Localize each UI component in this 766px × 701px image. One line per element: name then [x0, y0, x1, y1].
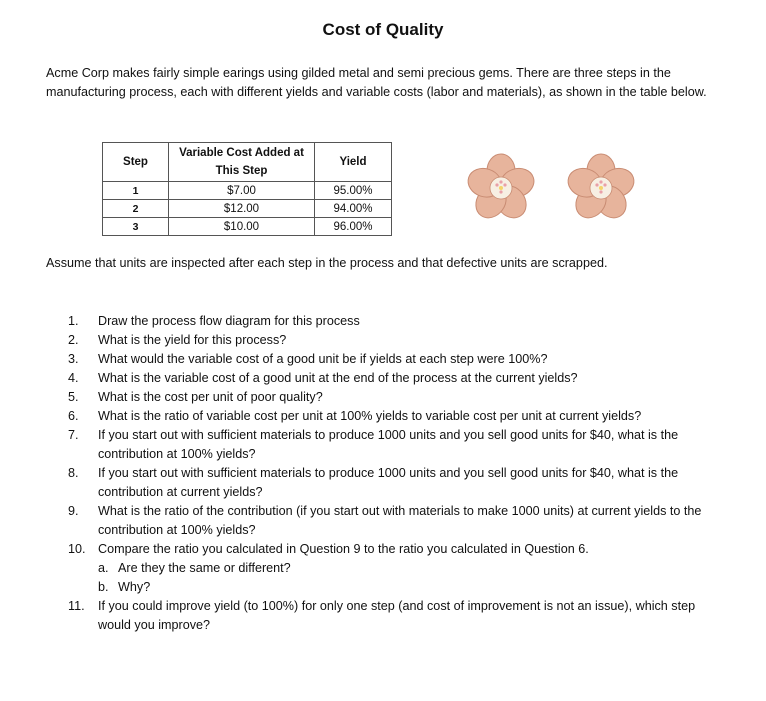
- question-text: What would the variable cost of a good unit be if yields at each step were 100%?: [98, 352, 548, 366]
- list-item: [48, 331, 718, 350]
- question-number: 2.: [68, 333, 79, 347]
- question-text: What is the ratio of variable cost per unit at 100% yields to variable cost per unit at current yields?: [98, 409, 642, 423]
- list-item: [48, 540, 718, 597]
- list-item: [48, 350, 718, 369]
- header-yield: Yield: [315, 143, 392, 182]
- sub-list-item: [98, 578, 718, 597]
- question-text: What is the ratio of the contribution (if you start out with materials to make 1000 units) at current yields to the contribution at 100% yields?: [98, 504, 702, 537]
- table-header-row: [103, 143, 392, 182]
- question-number: 9.: [68, 504, 79, 518]
- sub-list-item: [98, 559, 718, 578]
- cell-step: 2: [103, 200, 169, 218]
- header-step: Step: [103, 143, 169, 182]
- list-item: [48, 388, 718, 407]
- question-number: 8.: [68, 466, 79, 480]
- cell-cost: $7.00: [169, 182, 315, 200]
- assumption-text: Assume that units are inspected after each step in the process and that defective units are scrapped.: [46, 256, 608, 270]
- question-number: 1.: [68, 314, 79, 328]
- question-text: If you start out with sufficient materials to produce 1000 units and you sell good units for $40, what is the contribution at current yields?: [98, 466, 679, 499]
- cell-yield: 95.00%: [315, 182, 392, 200]
- sub-question-letter: b.: [98, 580, 109, 594]
- question-number: 4.: [68, 371, 79, 385]
- list-item: [48, 369, 718, 388]
- cost-table: [102, 142, 392, 236]
- question-list: [48, 312, 718, 635]
- page-title: Cost of Quality: [322, 20, 444, 39]
- question-text: Compare the ratio you calculated in Question 9 to the ratio you calculated in Question 6.: [98, 542, 589, 556]
- earrings-image: [456, 150, 656, 226]
- sub-question-letter: a.: [98, 561, 109, 575]
- question-number: 11.: [68, 599, 85, 613]
- question-text: What is the variable cost of a good unit at the end of the process at the current yields?: [98, 371, 578, 385]
- list-item: [48, 407, 718, 426]
- sub-question-text: Why?: [118, 580, 151, 594]
- question-text: What is the yield for this process?: [98, 333, 287, 347]
- question-number: 6.: [68, 409, 79, 423]
- cell-step: 1: [103, 182, 169, 200]
- cell-step: 3: [103, 218, 169, 236]
- cell-cost: $10.00: [169, 218, 315, 236]
- table-row: [103, 182, 392, 200]
- list-item: [48, 312, 718, 331]
- table-row: [103, 200, 392, 218]
- earring-left: [464, 154, 537, 224]
- question-number: 3.: [68, 352, 79, 366]
- question-number: 10.: [68, 542, 86, 556]
- question-text: If you start out with sufficient materials to produce 1000 units and you sell good units for $40, what is the contribution at 100% yields?: [98, 428, 679, 461]
- sub-question-text: Are they the same or different?: [118, 561, 291, 575]
- list-item: [48, 597, 718, 635]
- earring-right: [564, 154, 637, 224]
- question-number: 7.: [68, 428, 79, 442]
- list-item: [48, 464, 718, 502]
- cell-yield: 94.00%: [315, 200, 392, 218]
- list-item: [48, 426, 718, 464]
- cell-cost: $12.00: [169, 200, 315, 218]
- table-row: [103, 218, 392, 236]
- header-variable-cost: Variable Cost Added at This Step: [169, 143, 315, 182]
- question-number: 5.: [68, 390, 79, 404]
- list-item: [48, 502, 718, 540]
- sub-question-list: [98, 559, 718, 597]
- intro-paragraph: Acme Corp makes fairly simple earings using gilded metal and semi precious gems. There are three steps in the manufacturing process, each with different yields and variable costs (labor and materials), as shown in the table below.: [46, 66, 707, 99]
- question-text: Draw the process flow diagram for this process: [98, 314, 360, 328]
- cell-yield: 96.00%: [315, 218, 392, 236]
- question-text: What is the cost per unit of poor quality?: [98, 390, 323, 404]
- question-text: If you could improve yield (to 100%) for only one step (and cost of improvement is not an issue), which step would you improve?: [98, 599, 696, 632]
